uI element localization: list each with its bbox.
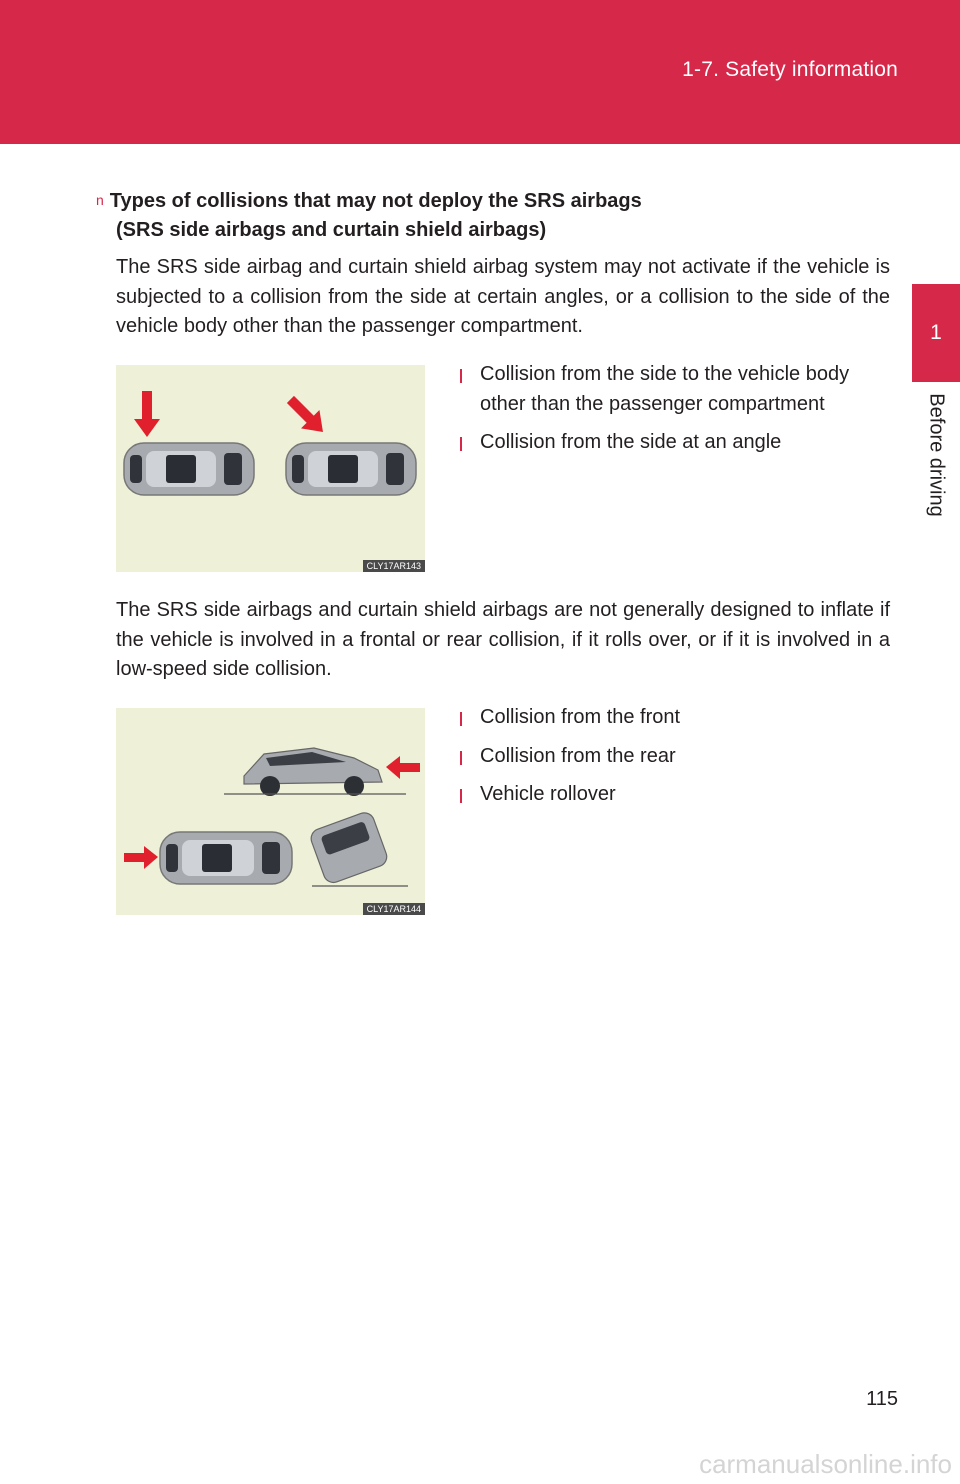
bullet-icon [458, 751, 464, 763]
car-top-view-2 [286, 443, 416, 495]
figure-other-collisions-drawing [116, 708, 425, 915]
bullet-icon [458, 712, 464, 724]
heading-line-1: Types of collisions that may not deploy the SRS airbags [109, 190, 642, 212]
header-title: 1-7. Safety information [682, 58, 898, 81]
car-side-view [224, 748, 406, 796]
watermark: carmanualsonline.info [699, 1449, 952, 1479]
list-item: Collision from the side at an angle [458, 428, 898, 458]
list-item: Collision from the side to the vehicle body other than the passenger compartment [458, 360, 898, 419]
heading-bullet-icon: n [96, 192, 104, 208]
page-number: 115 [866, 1388, 898, 1410]
car-top-view-front [160, 832, 292, 884]
list-item: Collision from the front [458, 703, 898, 733]
chapter-tab-label: Before driving [925, 393, 948, 517]
figure-code-label: CLY17AR144 [363, 903, 425, 915]
bullet-icon [458, 437, 464, 449]
impact-arrow-vertical [134, 391, 160, 437]
bullet-icon [458, 789, 464, 801]
figure-code-label: CLY17AR143 [363, 560, 425, 572]
paragraph-other-collisions: The SRS side airbags and curtain shield airbags are not generally designed to inflate if the vehicle is involved in a frontal or rear collision, if it rolls over, or if it is involved in a low-speed side collision. [116, 599, 890, 680]
figure-other-collisions [116, 708, 425, 915]
chapter-tab-number[interactable]: 1 [912, 284, 960, 382]
other-collision-list [458, 703, 898, 819]
car-rollover [308, 810, 408, 886]
side-collision-list [458, 360, 898, 467]
bullet-icon [458, 369, 464, 381]
impact-arrow-front [124, 846, 158, 869]
paragraph-side-collision: The SRS side airbag and curtain shield airbag system may not activate if the vehicle is subjected to a collision from the side at certain angles, or a collision to the side of the vehicle body other than the passenger compartment. [116, 256, 890, 337]
page-header [0, 0, 960, 144]
section-heading [96, 186, 796, 245]
impact-arrow-angled [281, 390, 332, 441]
impact-arrow-rear [386, 756, 420, 779]
car-top-view-1 [124, 443, 254, 495]
heading-line-2: (SRS side airbags and curtain shield airbags) [116, 219, 547, 241]
list-item: Vehicle rollover [458, 780, 898, 810]
figure-side-collisions-drawing [116, 365, 425, 572]
list-item: Collision from the rear [458, 742, 898, 772]
figure-side-collisions [116, 365, 425, 572]
